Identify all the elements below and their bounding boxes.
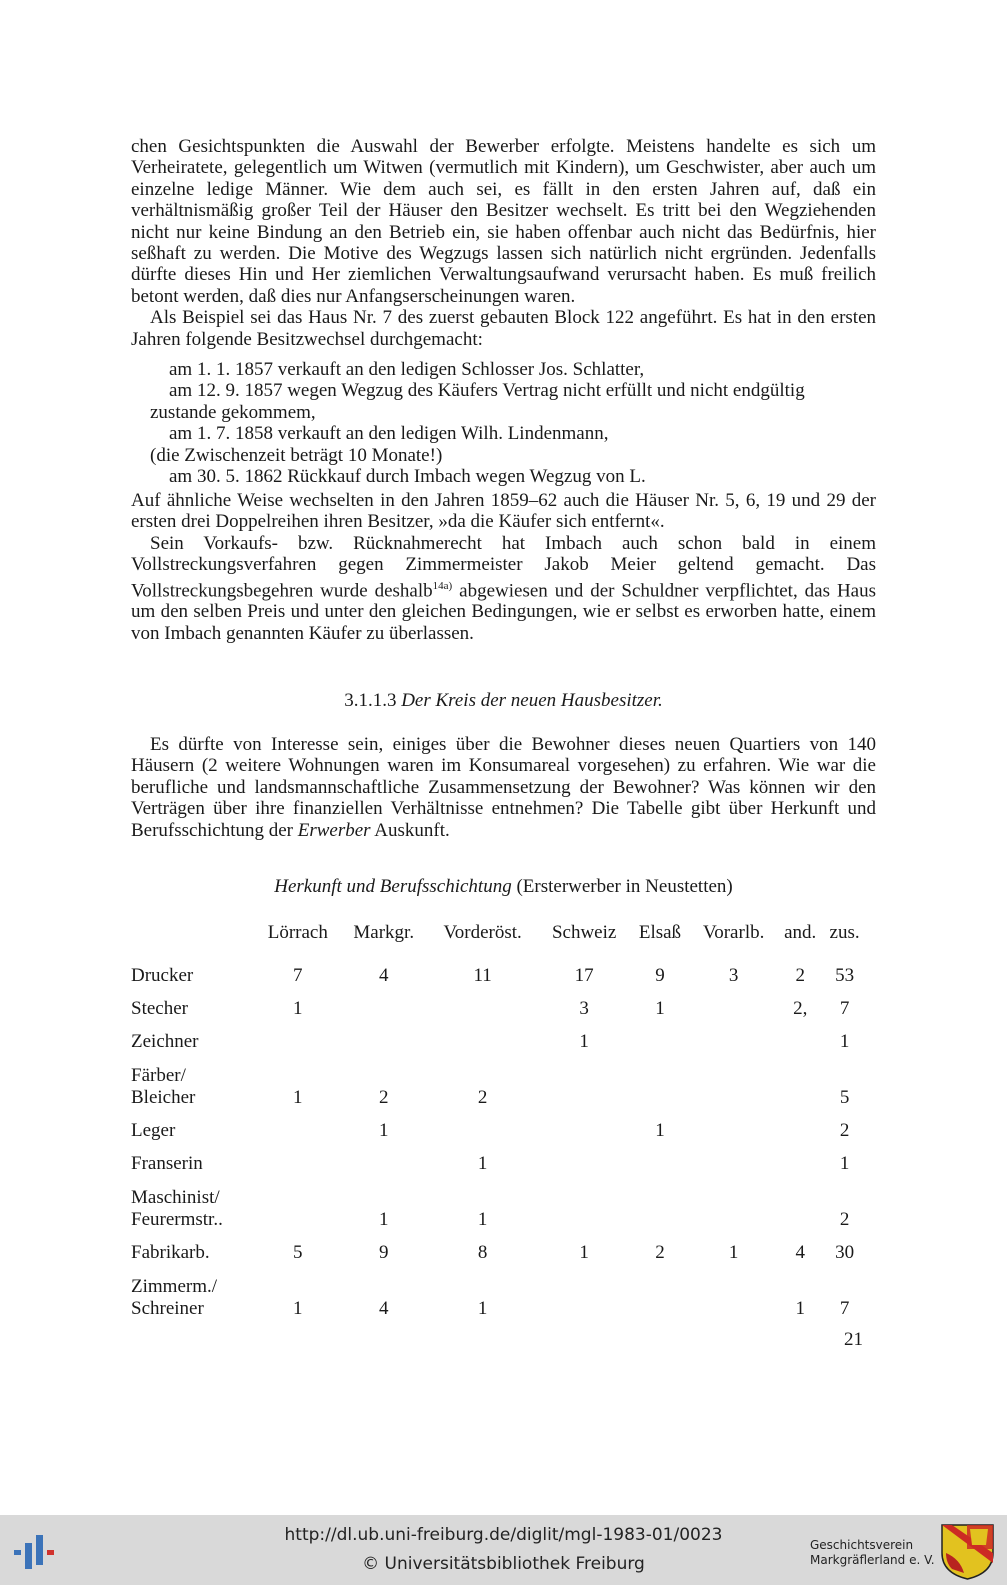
table-cell: 8: [477, 1242, 488, 1263]
table-cell: 1: [655, 1120, 665, 1141]
table-cell: [538, 1109, 630, 1142]
table-cell: 9: [379, 1242, 389, 1263]
table-caption: [131, 876, 876, 898]
table-cell: 3: [728, 965, 739, 986]
date-entry: am 1. 7. 1858 verkauft an den ledigen Wilh. Lindenmann,: [169, 423, 609, 445]
table-row: [131, 987, 866, 1020]
table-cell: 4: [379, 1298, 389, 1319]
table-row: [131, 1053, 866, 1109]
table-cell: [777, 1053, 823, 1109]
table-cell: [690, 1175, 777, 1231]
table-cell: [690, 1264, 777, 1320]
table-cell: [538, 1053, 630, 1109]
table-cell: 1: [379, 1120, 389, 1141]
table-cell: 1: [655, 998, 665, 1019]
paragraph-4-text-cont: abgewiesen und der Schuldner verpflichtet, das Haus um den selben Preis und unter den gleichen Bedingungen, wie er selbst es erworben hatte, einem von Imbach genannten Käufer zu überlassen.: [131, 579, 876, 644]
table-body: [131, 954, 866, 1320]
date-entry: (die Zwischenzeit beträgt 10 Monate!): [150, 444, 443, 466]
footer-url-link[interactable]: http://dl.ub.uni-freiburg.de/diglit/mgl-1983-01/0023: [284, 1525, 723, 1545]
table-cell: [341, 1020, 427, 1053]
table-header-cell: Schweiz: [551, 922, 617, 943]
table-cell: [630, 1020, 690, 1053]
table-row: [131, 1109, 866, 1142]
table-cell: 1: [579, 1031, 589, 1052]
table-cell: [538, 1142, 630, 1175]
society-name-line1: Geschichtsverein: [810, 1538, 914, 1552]
coat-of-arms-icon: [940, 1523, 995, 1581]
table-cell: [777, 1109, 823, 1142]
table-row: [131, 1175, 866, 1231]
table-cell: 1: [477, 1153, 488, 1174]
table-row: [131, 1142, 866, 1175]
table-cell: 2: [839, 1120, 850, 1141]
table-header-cell: Vorderöst.: [443, 922, 522, 943]
section-heading: [131, 690, 876, 712]
paragraph-4-text: Sein Vorkaufs- bzw. Rücknahmerecht hat Imbach auch schon bald in einem Vollstreckungsverfahren gegen Zimmermeister Jakob Meier geltend gemacht. Das Vollstreckungsbegehren wurde deshalb: [131, 532, 876, 601]
table-cell: 3: [579, 998, 589, 1019]
table-cell: [630, 1142, 690, 1175]
table-cell: 11: [473, 965, 492, 986]
row-label: Färber/ Bleicher: [131, 1065, 196, 1108]
table-cell: 2: [655, 1242, 665, 1263]
table-cell: [341, 1142, 427, 1175]
table-cell: [255, 1020, 341, 1053]
row-label: Maschinist/ Feurermstr..: [131, 1187, 223, 1230]
table-cell: [255, 1109, 341, 1142]
table-header-corner: [131, 920, 255, 954]
section-title: Der Kreis der neuen Hausbesitzer.: [401, 690, 663, 711]
section-paragraph-text: Es dürfte von Interesse sein, einiges über die Bewohner dieses neuen Quartiers von 140 Häusern (2 weitere Wohnungen waren im Konsumareal vorgesehen) zu erfahren. Wie war die berufliche und landsmannschaftliche Zusammensetzung der Bewohner? Was können wir den Verträgen über ihre finanziellen Verhältnisse entnehmen? Die Tabelle gibt über Herkunft und Berufsschichtung der: [131, 734, 876, 841]
table-cell: 5: [839, 1087, 850, 1108]
table-cell: [690, 1020, 777, 1053]
table-cell: 1: [477, 1298, 488, 1319]
section-paragraph-emphasis: Erwerber: [297, 819, 371, 841]
row-label: Zimmerm./ Schreiner: [131, 1276, 218, 1319]
table-cell: [777, 1020, 823, 1053]
table-cell: [538, 1264, 630, 1320]
table-cell: 2: [795, 965, 805, 986]
table-cell: 1: [839, 1153, 850, 1174]
table-cell: 9: [655, 965, 665, 986]
table-cell: [538, 1175, 630, 1231]
table-header-row: [131, 920, 866, 954]
table-cell: 2,: [793, 998, 808, 1019]
table-cell: 1: [795, 1298, 805, 1319]
table-caption-subtitle: (Ersterwerber in Neustetten): [511, 876, 733, 897]
body-text-top: [131, 136, 876, 350]
footnote-ref: 14a): [432, 579, 453, 592]
section-paragraph: [131, 734, 876, 841]
table-header-cell: Markgr.: [353, 922, 415, 943]
row-label: Fabrikarb.: [131, 1242, 210, 1263]
table-cell: 1: [728, 1242, 739, 1263]
table-header-cell: Elsaß: [638, 922, 682, 943]
section-paragraph-text-end: Auskunft.: [370, 819, 450, 841]
paragraph-1: chen Gesichtspunkten die Auswahl der Bewerber erfolgte. Meistens handelte es sich um Verheiratete, gelegentlich um Witwen (vermutlich mit Kindern), um Geschwister, aber auch um einzelne ledige Männer. Wie dem auch sei, es fällt in den ersten Jahren auf, daß ein verhältnismäßig großer Teil der Häuser den Besitzer wechselt. Es tritt bei den Wegziehenden nicht nur keine Bindung an den Betrieb ein, sie haben offenbar auch nicht das Bedürfnis, hier seßhaft zu werden. Die Motive des Wegzugs lassen sich natürlich nicht ergründen. Jedenfalls dürfte dieses Hin und Her ziemlichen Verwaltungsaufwand verursacht haben. Es muß freilich betont werden, daß dies nur Anfangserscheinungen waren.: [131, 136, 876, 307]
table-cell: 30: [835, 1242, 855, 1263]
row-label: Drucker: [131, 965, 194, 986]
table-cell: 5: [293, 1242, 303, 1263]
table-cell: [690, 1053, 777, 1109]
table-cell: [777, 1142, 823, 1175]
table-cell: 2: [477, 1087, 488, 1108]
table-row: [131, 1020, 866, 1053]
origin-occupation-table: [131, 920, 866, 1320]
table-cell: 1: [839, 1031, 850, 1052]
date-entry: am 30. 5. 1862 Rückkauf durch Imbach wegen Wegzug von L.: [169, 466, 646, 488]
table-row: [131, 1264, 866, 1320]
table-cell: [777, 1175, 823, 1231]
table-header-cell: Lörrach: [267, 922, 328, 943]
table-cell: 2: [839, 1209, 850, 1230]
table-cell: [630, 1175, 690, 1231]
table-cell: [427, 987, 538, 1020]
paragraph-4: [131, 533, 876, 644]
row-label: Stecher: [131, 998, 188, 1019]
table-cell: 7: [839, 1298, 850, 1319]
table-cell: [690, 1142, 777, 1175]
table-cell: [630, 1264, 690, 1320]
table-header-cell: zus.: [829, 922, 860, 943]
row-label: Leger: [131, 1120, 176, 1141]
table-cell: [690, 987, 777, 1020]
table-cell: 1: [293, 998, 303, 1019]
body-text-middle: [131, 490, 876, 644]
table-cell: 4: [379, 965, 389, 986]
table-cell: [427, 1020, 538, 1053]
table-header-cell: Vorarlb.: [702, 922, 765, 943]
table-cell: [255, 1175, 341, 1231]
ownership-dates-list: [131, 359, 876, 487]
society-name: [810, 1538, 935, 1568]
table-cell: 1: [293, 1087, 303, 1108]
table-cell: 1: [293, 1298, 303, 1319]
table-cell: [255, 1142, 341, 1175]
table-row: [131, 1231, 866, 1264]
table-cell: 53: [835, 965, 855, 986]
table-cell: 7: [839, 998, 850, 1019]
date-entry: zustande gekommem,: [150, 401, 316, 423]
table-cell: [690, 1109, 777, 1142]
table-cell: 2: [379, 1087, 389, 1108]
footer-copyright: © Universitätsbibliothek Freiburg: [362, 1554, 645, 1574]
table-cell: 1: [579, 1242, 589, 1263]
table-header-cell: and.: [784, 922, 817, 943]
paragraph-2: Als Beispiel sei das Haus Nr. 7 des zuerst gebauten Block 122 angeführt. Es hat in den ersten Jahren folgende Besitzwechsel durchgemacht:: [131, 307, 876, 350]
row-label: Zeichner: [131, 1031, 199, 1052]
table-cell: 17: [574, 965, 594, 986]
table-cell: [341, 987, 427, 1020]
table-cell: [427, 1109, 538, 1142]
section-number: 3.1.1.3: [344, 690, 397, 711]
table-cell: 7: [293, 965, 303, 986]
date-entry: am 1. 1. 1857 verkauft an den ledigen Schlosser Jos. Schlatter,: [169, 359, 645, 380]
date-entry: am 12. 9. 1857 wegen Wegzug des Käufers Vertrag nicht erfüllt und nicht endgültig: [169, 380, 805, 402]
table-cell: 4: [795, 1242, 805, 1263]
table-row: [131, 954, 866, 987]
table-cell: 1: [379, 1209, 389, 1230]
page-number: 21: [844, 1329, 863, 1350]
table-cell: [630, 1053, 690, 1109]
table-cell: 1: [477, 1209, 488, 1230]
table-caption-title: Herkunft und Berufsschichtung: [274, 876, 512, 897]
row-label: Franserin: [131, 1153, 203, 1174]
footer-bar: [0, 1515, 1007, 1585]
society-name-line2: Markgräflerland e. V.: [810, 1553, 935, 1567]
paragraph-3: Auf ähnliche Weise wechselten in den Jahren 1859–62 auch die Häuser Nr. 5, 6, 19 und 29 der ersten drei Doppelreihen ihren Besitzer, »da die Käufer sich entfernt«.: [131, 490, 876, 533]
